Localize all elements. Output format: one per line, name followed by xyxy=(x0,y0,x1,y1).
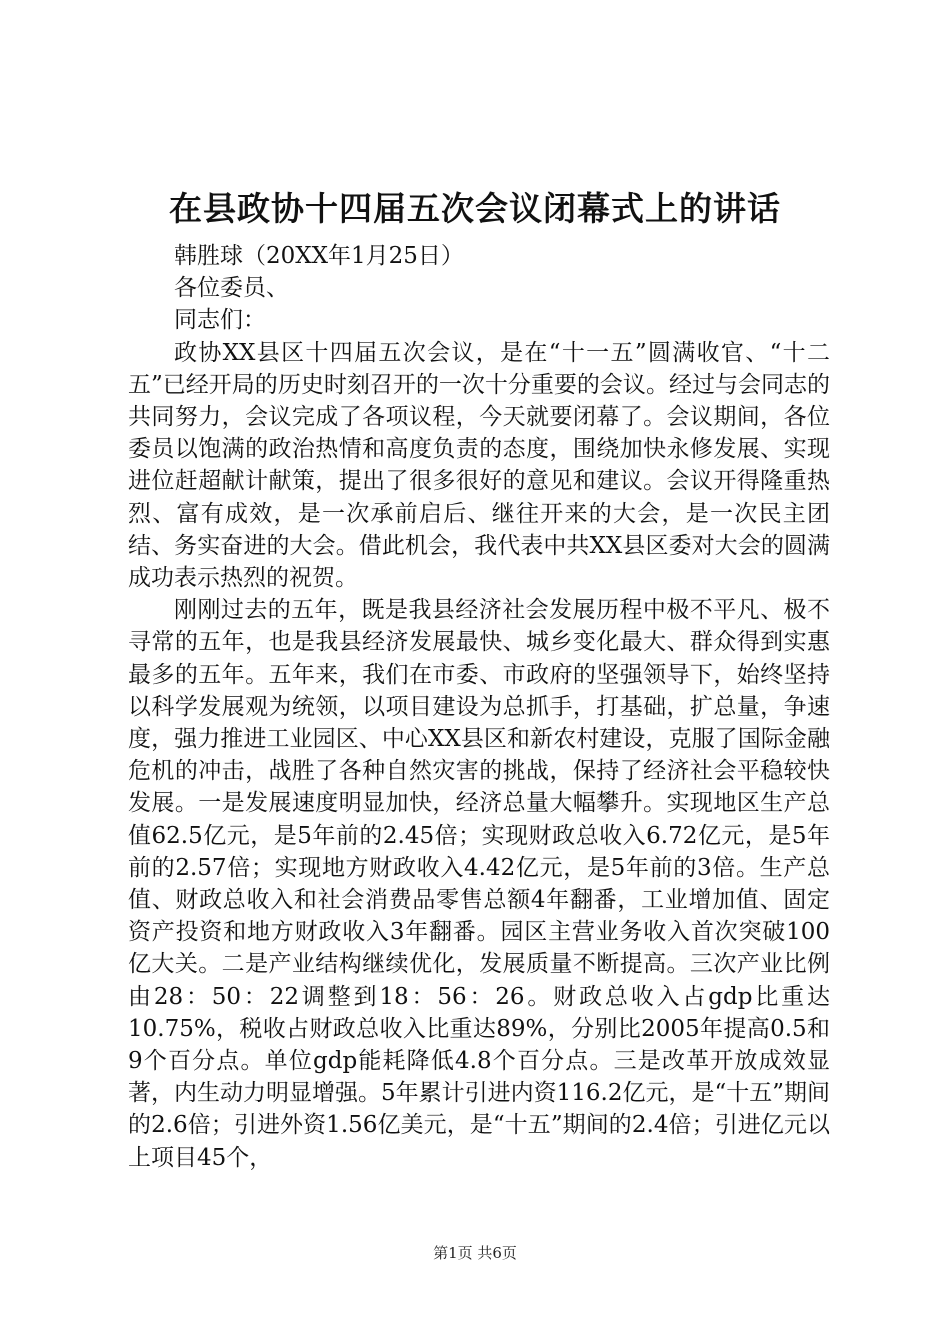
page-footer: 第1页 共6页 xyxy=(433,1244,517,1262)
document-body xyxy=(128,240,830,1174)
byline: 韩胜球（20XX年1月25日） xyxy=(174,243,464,269)
page-title: 在县政协十四届五次会议闭幕式上的讲话 xyxy=(169,189,781,228)
paragraph: 刚刚过去的五年，既是我县经济社会发展历程中极不平凡、极不寻常的五年，也是我县经济发展最快、城乡变化最大、群众得到实惠最多的五年。五年来，我们在市委、市政府的坚强领导下，始终坚持以科学发展观为统领，以项目建设为总抓手，打基础，扩总量，争速度，强力推进工业园区、中心XX县区和新农村建设，克服了国际金融危机的冲击，战胜了各种自然灾害的挑战，保持了经济社会平稳较快发展。一是发展速度明显加快，经济总量大幅攀升。实现地区生产总值62.5亿元，是5年前的2.45倍；实现财政总收入6.72亿元，是5年前的2.57倍；实现地方财政收入4.42亿元，是5年前的3倍。生产总值、财政总收入和社会消费品零售总额4年翻番，工业增加值、固定资产投资和地方财政收入3年翻番。园区主营业务收入首次突破100亿大关。二是产业结构继续优化，发展质量不断提高。三次产业比例由28：50：22调整到18：56：26。财政总收入占gdp比重达10.75%，税收占财政总收入比重达89%，分别比2005年提高0.5和9个百分点。单位gdp能耗降低4.8个百分点。三是改革开放成效显著，内生动力明显增强。5年累计引进内资116.2亿元，是“十五”期间的2.6倍；引进外资1.56亿美元，是“十五”期间的2.4倍；引进亿元以上项目45个， xyxy=(128,597,830,1171)
salutation-line-1: 各位委员、 xyxy=(174,275,289,302)
salutation-line-2: 同志们： xyxy=(174,307,266,334)
paragraph: 政协XX县区十四届五次会议，是在“十一五”圆满收官、“十二五”已经开局的历史时刻召开的一次十分重要的会议。经过与会同志的共同努力，会议完成了各项议程，今天就要闭幕了。会议期间，各位委员以饱满的政治热情和高度负责的态度，围绕加快永修发展、实现进位赶超献计献策，提出了很多很好的意见和建议。会议开得隆重热烈、富有成效，是一次承前启后、继往开来的大会，是一次民主团结、务实奋进的大会。借此机会，我代表中共XX县区委对大会的圆满成功表示热烈的祝贺。 xyxy=(128,339,830,592)
